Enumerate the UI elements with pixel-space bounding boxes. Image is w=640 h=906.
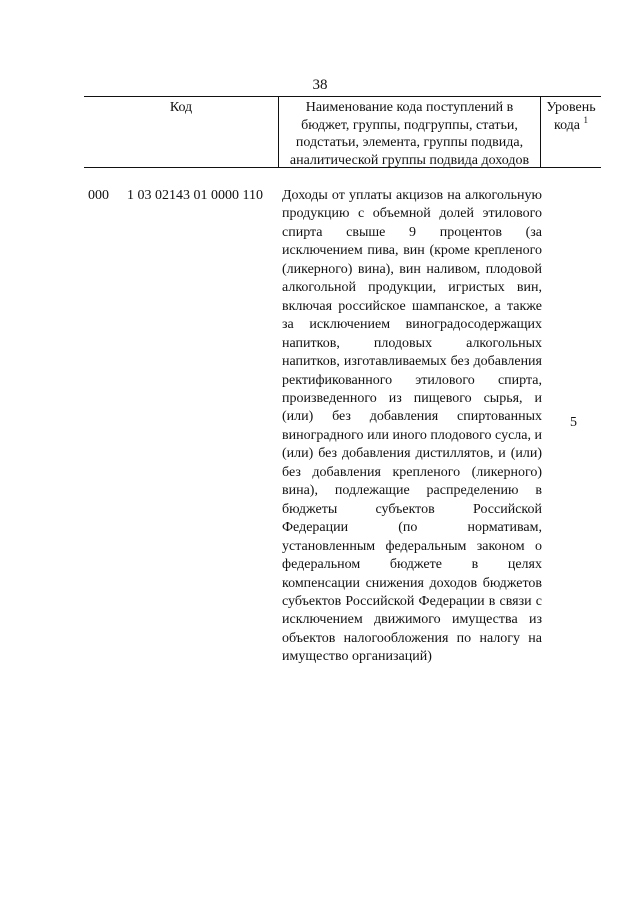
header-name-column (279, 97, 541, 167)
page-number: 38 (312, 77, 328, 93)
header-name-line: Наименование кода поступлений в (305, 100, 514, 115)
header-level-column (541, 97, 601, 167)
row-level: 5 (570, 415, 577, 430)
header-level-line2 (541, 114, 601, 135)
header-code-column (84, 97, 279, 167)
header-name-line: аналитической группы подвида доходов (289, 152, 530, 168)
row-description: Доходы от уплаты акцизов на алкогольную продукцию с объемной долей этилового спирта свыше 9 процентов (за исключением пива, вин (кроме крепленого (ликерного) вина), вин наливом, плодовой алкогольной продукции, игристых вин, включая российское шампанское, а также за исключением виноградосодержащих напитков, плодовых алкогольных напитков, изготавливаемых без добавления ректификованного этилового спирта, произведенного из пищевого сырья, и (или) без добавления спиртованных виноградного или иного плодового сусла, и (или) без добавления дистиллятов, и (или) без добавления крепленого (ликерного) вина), подлежащие распределению в бюджеты субъектов Российской Федерации (по нормативам, установленным федеральным законом о федеральном бюджете в целях компенсации снижения доходов бюджетов субъектов Российской Федерации в связи с исключением движимого имущества из объектов налогообложения по налогу на имущество организаций) (282, 188, 542, 665)
row-revenue-code: 1 03 02143 01 0000 110 (127, 188, 263, 203)
header-name-line: бюджет, группы, подгруппы, статьи, (301, 117, 518, 133)
header-level-label: Уровень (546, 100, 596, 115)
header-level-code-word: кода (553, 117, 581, 133)
row-admin-code: 000 (88, 188, 109, 203)
table-header (84, 96, 601, 168)
footnote-marker: 1 (583, 114, 589, 125)
header-code-label: Код (169, 100, 193, 115)
header-name-line: подстатьи, элемента, группы подвида, (295, 135, 524, 150)
